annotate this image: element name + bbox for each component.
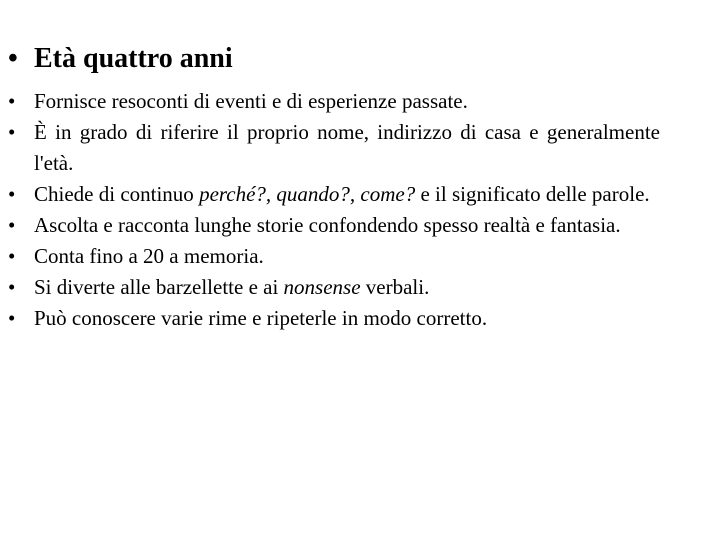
bullet-marker: • [8, 275, 16, 299]
list-item-text: Conta fino a 20 a memoria. [34, 244, 264, 268]
list-item-text: Fornisce resoconti di eventi e di esperienze passate. [34, 89, 468, 113]
bullet-marker: • [8, 89, 16, 113]
bullet-marker: • [8, 306, 16, 330]
bullet-marker: • [8, 182, 16, 206]
list-item-text: È in grado di riferire il proprio nome, indirizzo di casa e generalmente l'età. [34, 120, 660, 175]
list-item [8, 303, 660, 334]
list-item [8, 241, 660, 272]
slide-title [8, 42, 698, 76]
list-item-text-part: verbali. [360, 275, 430, 299]
list-item [8, 117, 660, 179]
list-item [8, 272, 660, 303]
list-item [8, 179, 660, 210]
list-item-emphasis: perché?, quando?, come? [199, 182, 416, 206]
bullet-marker: • [8, 244, 16, 268]
list-item-emphasis: nonsense [283, 275, 361, 299]
list-item-text: Può conoscere varie rime e ripeterle in modo corretto. [34, 306, 488, 330]
list-item-text-part: e il significato delle parole. [415, 182, 650, 206]
list-item [8, 86, 660, 117]
list-item-text [34, 179, 660, 210]
list-item-text-part: Si diverte alle barzellette e ai [34, 275, 284, 299]
bullet-list [8, 86, 660, 334]
list-item [8, 210, 660, 241]
bullet-marker: • [8, 120, 16, 144]
title-text: Età quattro anni [34, 43, 233, 74]
list-item-text-part: Chiede di continuo [34, 182, 200, 206]
title-bullet: • [8, 43, 18, 74]
list-item-text [34, 272, 660, 303]
bullet-marker: • [8, 213, 16, 237]
list-item-text: Ascolta e racconta lunghe storie confondendo spesso realtà e fantasia. [34, 213, 621, 237]
